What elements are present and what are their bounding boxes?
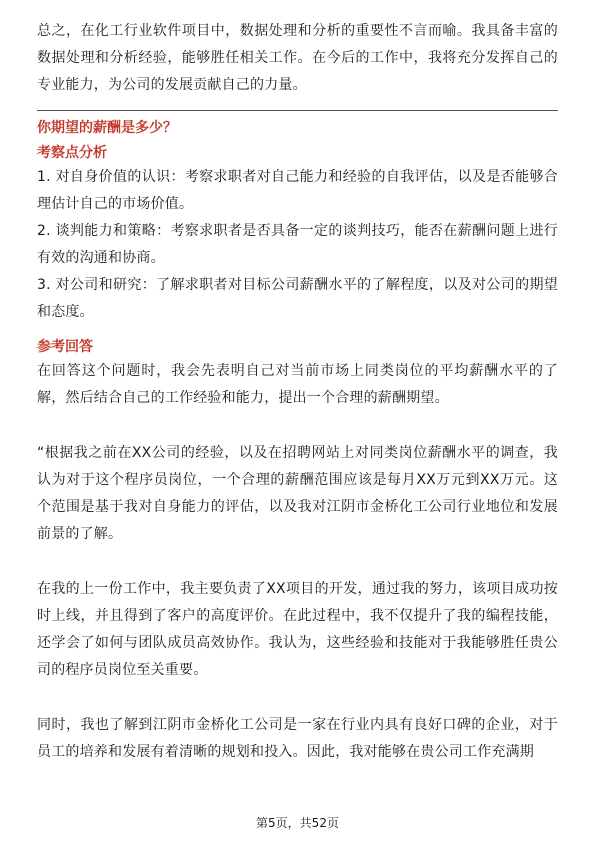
answer-paragraph-1: 在回答这个问题时，我会先表明自己对当前市场上同类岗位的平均薪酬水平的了解，然后结合自己的工作经验和能力，提出一个合理的薪酬期望。 [37,363,558,406]
interview-question: 你期望的薪酬是多少？ [37,120,177,136]
intro-paragraph: 总之，在化工行业软件项目中，数据处理和分析的重要性不言而喻。我具备丰富的数据处理和分析经验，能够胜任相关工作。在今后的工作中，我将充分发挥自己的专业能力，为公司的发展贡献自己的力量。 [37,23,558,93]
section-divider [37,110,558,111]
analysis-heading: 考察点分析 [37,145,107,161]
analysis-point-3: 3. 对公司和研究：了解求职者对目标公司薪酬水平的了解程度，以及对公司的期望和态度。 [37,277,558,320]
page-content [37,18,558,766]
page-number-footer: 第5页，共52页 [256,816,339,830]
answer-paragraph-2: “根据我之前在XX公司的经验，以及在招聘网站上对同类岗位薪酬水平的调查，我认为对于这个程序员岗位，一个合理的薪酬范围应该是每月XX万元到XX万元。这个范围是基于我对自身能力的评估，以及我对江阴市金桥化工公司行业地位和发展前景的了解。 [37,445,558,542]
analysis-point-2: 2. 谈判能力和策略：考察求职者是否具备一定的谈判技巧，能否在薪酬问题上进行有效的沟通和协商。 [37,223,558,266]
analysis-point-1: 1. 对自身价值的认识：考察求职者对自己能力和经验的自我评估，以及是否能够合理估计自己的市场价值。 [37,169,558,212]
answer-paragraph-4: 同时，我也了解到江阴市金桥化工公司是一家在行业内具有良好口碑的企业，对于员工的培养和发展有着清晰的规划和投入。因此，我对能够在贵公司工作充满期 [37,717,558,760]
answer-heading: 参考回答 [37,339,93,355]
answer-paragraph-3: 在我的上一份工作中，我主要负责了XX项目的开发，通过我的努力，该项目成功按时上线，并且得到了客户的高度评价。在此过程中，我不仅提升了我的编程技能，还学会了如何与团队成员高效协作。我认为，这些经验和技能对于我能够胜任贵公司的程序员岗位至关重要。 [37,581,558,678]
